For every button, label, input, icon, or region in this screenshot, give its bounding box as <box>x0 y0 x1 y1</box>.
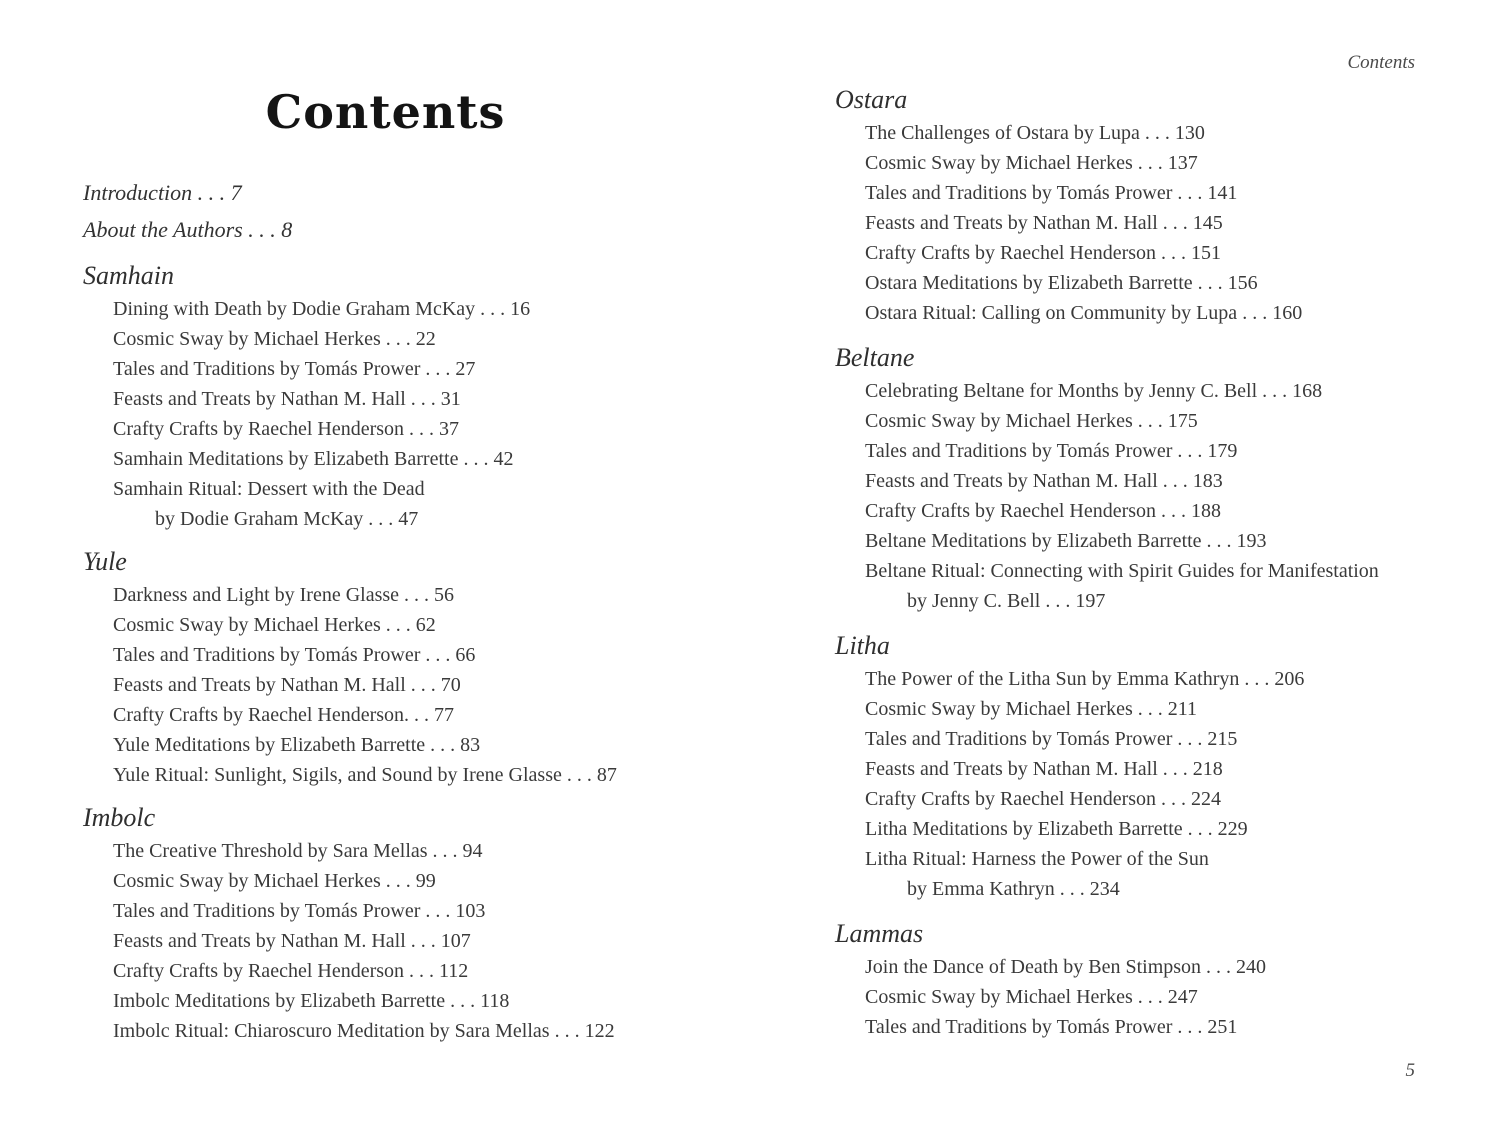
running-header: Contents <box>1347 52 1415 73</box>
page-number: 5 <box>1405 1060 1415 1081</box>
toc-entry: Litha Meditations by Elizabeth Barrette . . . 229 <box>865 818 1248 840</box>
toc-section-beltane <box>835 342 1415 616</box>
toc-entry-continuation: by Jenny C. Bell . . . 197 <box>907 590 1106 612</box>
toc-entry-continuation: by Dodie Graham McKay . . . 47 <box>155 508 419 530</box>
toc-entry: Crafty Crafts by Raechel Henderson . . . 188 <box>865 500 1222 522</box>
section-entries <box>83 580 688 790</box>
section-entries <box>83 294 688 534</box>
toc-entry: Crafty Crafts by Raechel Henderson. . . 77 <box>113 704 455 726</box>
toc-entry: Cosmic Sway by Michael Herkes . . . 247 <box>865 986 1198 1008</box>
toc-entry: Dining with Death by Dodie Graham McKay . . . 16 <box>113 298 531 320</box>
toc-entry: Tales and Traditions by Tomás Prower . . . 66 <box>113 644 476 666</box>
section-entries <box>83 836 688 1046</box>
toc-entry: Ostara Ritual: Calling on Community by Lupa . . . 160 <box>865 302 1303 324</box>
section-entries <box>835 952 1415 1042</box>
toc-entry: Cosmic Sway by Michael Herkes . . . 62 <box>113 614 436 636</box>
section-entries <box>835 664 1415 904</box>
right-sections <box>835 0 1415 1042</box>
section-heading: Ostara <box>835 85 908 114</box>
toc-entry: Ostara Meditations by Elizabeth Barrette . . . 156 <box>865 272 1258 294</box>
toc-entry: Feasts and Treats by Nathan M. Hall . . . 31 <box>113 388 461 410</box>
toc-entry: Feasts and Treats by Nathan M. Hall . . . 218 <box>865 758 1223 780</box>
contents-title: Contents <box>265 85 506 139</box>
toc-entry: Feasts and Treats by Nathan M. Hall . . . 183 <box>865 470 1223 492</box>
toc-entry: Tales and Traditions by Tomás Prower . . . 27 <box>113 358 476 380</box>
toc-entry: Imbolc Meditations by Elizabeth Barrette . . . 118 <box>113 990 510 1012</box>
toc-entry: Imbolc Ritual: Chiaroscuro Meditation by Sara Mellas . . . 122 <box>113 1020 615 1042</box>
section-heading: Samhain <box>83 261 174 290</box>
toc-entry: The Challenges of Ostara by Lupa . . . 130 <box>865 122 1205 144</box>
toc-entry: Beltane Meditations by Elizabeth Barrette . . . 193 <box>865 530 1267 552</box>
toc-entry: Cosmic Sway by Michael Herkes . . . 137 <box>865 152 1198 174</box>
left-sections <box>83 260 688 1046</box>
toc-entry: Beltane Ritual: Connecting with Spirit Guides for Manifestation <box>865 560 1379 582</box>
toc-entry: Feasts and Treats by Nathan M. Hall . . . 70 <box>113 674 461 696</box>
toc-entry: The Creative Threshold by Sara Mellas . . . 94 <box>113 840 483 862</box>
section-heading: Lammas <box>835 919 924 948</box>
front-matter <box>83 174 688 248</box>
toc-entry: Tales and Traditions by Tomás Prower . . . 251 <box>865 1016 1238 1038</box>
toc-section-ostara <box>835 84 1415 328</box>
section-heading: Litha <box>835 631 890 660</box>
toc-entry: Samhain Meditations by Elizabeth Barrette . . . 42 <box>113 448 514 470</box>
toc-entry: Crafty Crafts by Raechel Henderson . . . 37 <box>113 418 460 440</box>
section-entries <box>835 376 1415 616</box>
front-matter-item: About the Authors . . . 8 <box>83 217 293 242</box>
toc-section-lammas <box>835 918 1415 1042</box>
toc-section-yule <box>83 546 688 790</box>
toc-entry: Join the Dance of Death by Ben Stimpson . . . 240 <box>865 956 1267 978</box>
section-heading: Imbolc <box>83 803 156 832</box>
section-entries <box>835 118 1415 328</box>
toc-entry: Cosmic Sway by Michael Herkes . . . 175 <box>865 410 1198 432</box>
toc-entry: Crafty Crafts by Raechel Henderson . . . 224 <box>865 788 1222 810</box>
toc-entry: Feasts and Treats by Nathan M. Hall . . . 145 <box>865 212 1223 234</box>
toc-entry: Yule Ritual: Sunlight, Sigils, and Sound by Irene Glasse . . . 87 <box>113 764 617 786</box>
toc-entry: Tales and Traditions by Tomás Prower . . . 141 <box>865 182 1238 204</box>
right-page <box>835 0 1415 1042</box>
toc-entry: Tales and Traditions by Tomás Prower . . . 179 <box>865 440 1238 462</box>
toc-entry: The Power of the Litha Sun by Emma Kathryn . . . 206 <box>865 668 1305 690</box>
toc-entry: Darkness and Light by Irene Glasse . . . 56 <box>113 584 455 606</box>
toc-entry: Cosmic Sway by Michael Herkes . . . 22 <box>113 328 436 350</box>
front-matter-item: Introduction . . . 7 <box>83 180 242 205</box>
toc-section-litha <box>835 630 1415 904</box>
toc-entry: Crafty Crafts by Raechel Henderson . . . 151 <box>865 242 1222 264</box>
toc-entry: Samhain Ritual: Dessert with the Dead <box>113 478 425 500</box>
toc-entry-continuation: by Emma Kathryn . . . 234 <box>907 878 1120 900</box>
toc-entry: Feasts and Treats by Nathan M. Hall . . . 107 <box>113 930 471 952</box>
left-page <box>83 0 688 1046</box>
toc-section-samhain <box>83 260 688 534</box>
toc-entry: Cosmic Sway by Michael Herkes . . . 211 <box>865 698 1197 720</box>
toc-entry: Crafty Crafts by Raechel Henderson . . . 112 <box>113 960 469 982</box>
section-heading: Yule <box>83 547 127 576</box>
toc-section-imbolc <box>83 802 688 1046</box>
toc-entry: Litha Ritual: Harness the Power of the Sun <box>865 848 1209 870</box>
toc-entry: Yule Meditations by Elizabeth Barrette . . . 83 <box>113 734 481 756</box>
toc-entry: Celebrating Beltane for Months by Jenny C. Bell . . . 168 <box>865 380 1323 402</box>
section-heading: Beltane <box>835 343 915 372</box>
toc-entry: Tales and Traditions by Tomás Prower . . . 215 <box>865 728 1238 750</box>
toc-entry: Cosmic Sway by Michael Herkes . . . 99 <box>113 870 436 892</box>
toc-entry: Tales and Traditions by Tomás Prower . . . 103 <box>113 900 486 922</box>
